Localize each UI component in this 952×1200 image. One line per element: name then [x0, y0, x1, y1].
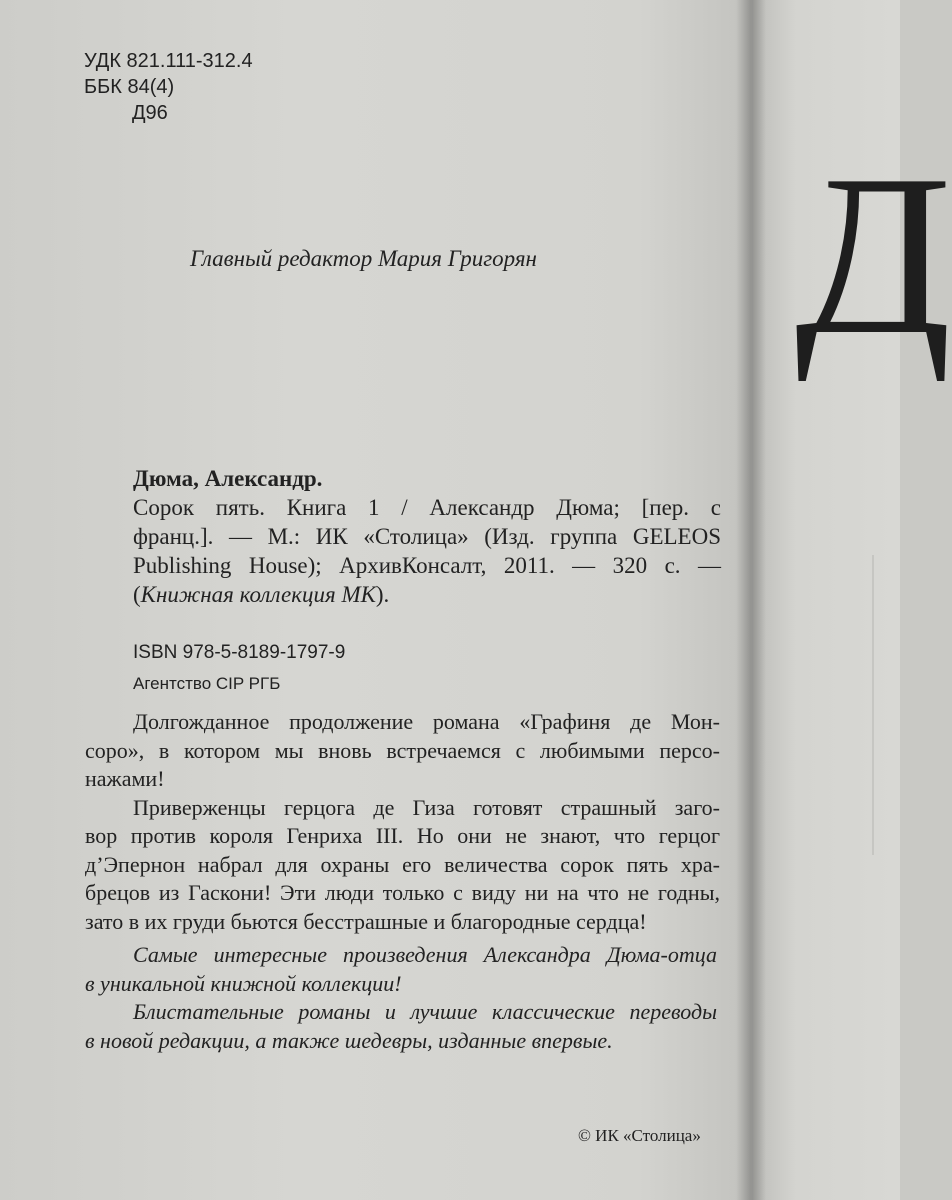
promo-text	[85, 941, 717, 1055]
book-gutter	[736, 0, 766, 1200]
annotation-line: Долгожданное продолжение романа «Графиня де Мон-	[133, 709, 720, 734]
annotation-paragraph	[85, 708, 720, 794]
facing-page-letter: Д	[795, 127, 952, 382]
annotation-line: нажами!	[85, 766, 165, 791]
annotation-line: д’Эпернон набрал для охраны его величества сорок пять хра-	[85, 851, 720, 877]
series-line	[133, 580, 721, 609]
promo-paragraph	[85, 998, 717, 1055]
isbn: ISBN 978-5-8189-1797-9	[133, 642, 346, 663]
editor-line: Главный редактор Мария Григорян	[190, 246, 537, 271]
cip-agency: Агентство CIP РГБ	[133, 674, 281, 693]
promo-line: Самые интересные произведения Александра Дюма-отца	[133, 942, 717, 967]
author-sign: Д96	[132, 102, 168, 124]
udk-code: УДК 821.111-312.4	[84, 50, 253, 72]
annotation-line: Приверженцы герцога де Гиза готовят страшный заго-	[133, 794, 720, 820]
annotation-line: вор против короля Генриха III. Но они не знают, что герцог	[85, 823, 720, 848]
promo-line: в уникальной книжной коллекции!	[85, 970, 402, 996]
annotation	[85, 708, 720, 936]
bbk-code: ББК 84(4)	[84, 76, 175, 98]
entry-line: Publishing House); АрхивКонсалт, 2011. — 320 с. —	[133, 553, 721, 578]
series-name: Книжная коллекция МК	[140, 582, 376, 607]
entry-line: франц.]. — М.: ИК «Столица» (Изд. группа GELEOS	[133, 524, 721, 549]
annotation-paragraph	[85, 794, 720, 937]
series-open: (	[133, 582, 141, 607]
facing-page-rule	[872, 555, 902, 855]
bibliographic-record	[133, 464, 721, 609]
promo-line: Блистательные романы и лучшие классические переводы	[133, 999, 717, 1024]
entry-line: Сорок пять. Книга 1 / Александр Дюма; [пер. с	[133, 495, 721, 520]
bibliographic-entry	[133, 493, 721, 609]
annotation-line: зато в их груди бьются бесстрашные и благородные сердца!	[85, 908, 647, 934]
annotation-line: брецов из Гаскони! Эти люди только с виду ни на что не годны,	[85, 880, 720, 905]
series-close: ).	[375, 582, 390, 607]
author-heading: Дюма, Александр.	[133, 466, 323, 491]
classification-block	[84, 48, 253, 126]
promo-line: в новой редакции, а также шедевры, изданные впервые.	[85, 1027, 613, 1053]
promo-paragraph	[85, 941, 717, 998]
copyright-notice: © ИК «Столица»	[578, 1126, 701, 1145]
annotation-line: соро», в котором мы вновь встречаемся с любимыми персо-	[85, 737, 720, 763]
